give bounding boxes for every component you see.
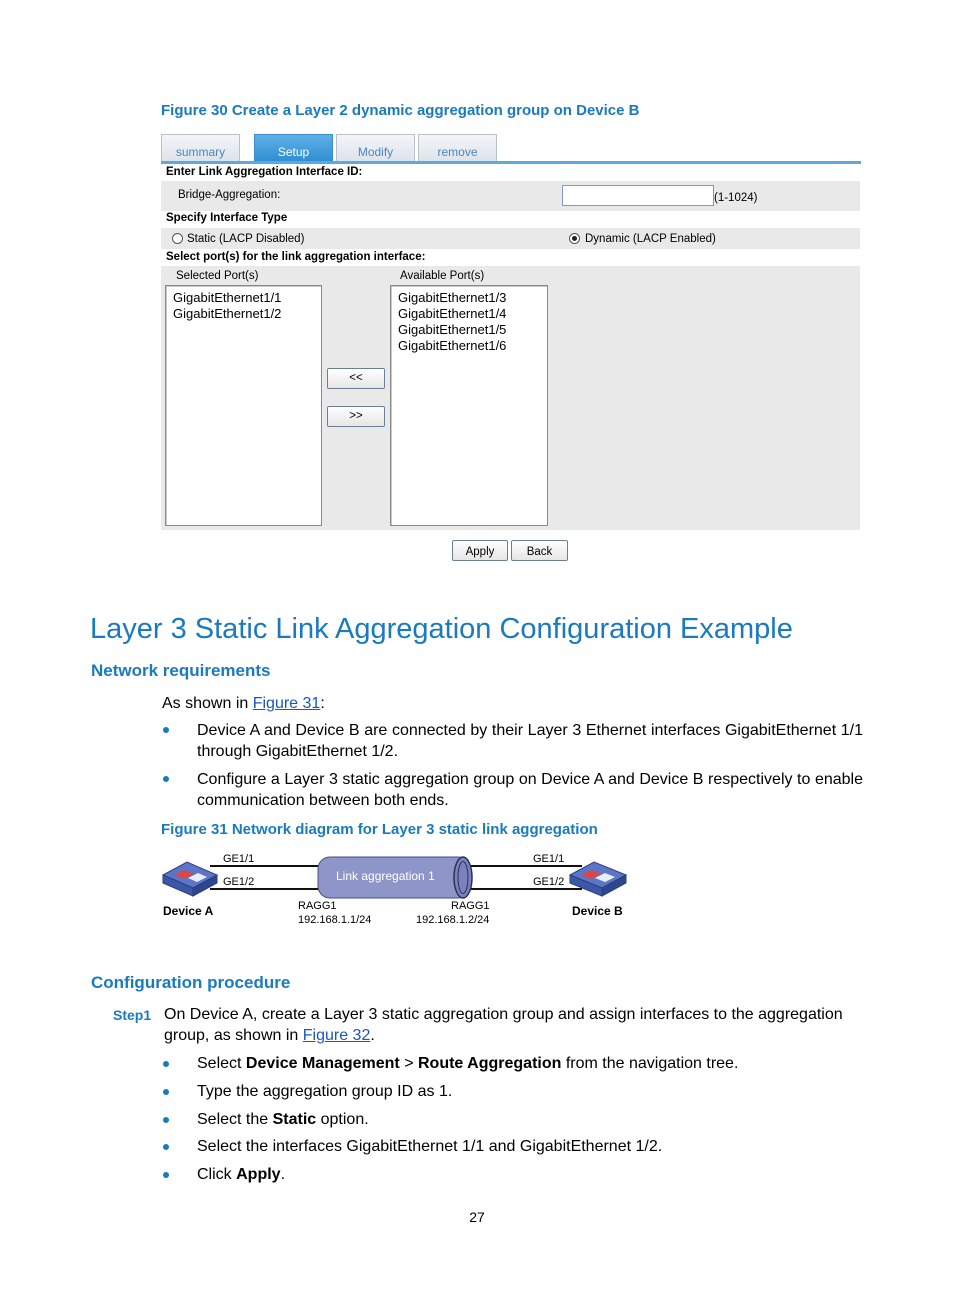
menu-device-management: Device Management (245, 1055, 400, 1072)
figure-31-caption: Figure 31 Network diagram for Layer 3 static link aggregation (161, 821, 598, 838)
intro-prefix: As shown in (162, 695, 253, 712)
requirement-bullet-1: Device A and Device B are connected by their Layer 3 Ethernet interfaces GigabitEthernet 1/1 through GigabitEthernet 1/2. (197, 722, 863, 760)
button-apply-ref: Apply (236, 1166, 281, 1183)
dynamic-radio[interactable] (569, 233, 580, 244)
text: . (280, 1166, 286, 1183)
intro-paragraph (162, 693, 325, 714)
list-item[interactable]: GigabitEthernet1/2 (173, 306, 282, 321)
text: option. (316, 1111, 369, 1128)
figure-30-caption: Figure 30 Create a Layer 2 dynamic aggregation group on Device B (161, 102, 640, 119)
move-left-button[interactable]: << (327, 368, 385, 389)
procedure-bullet-3 (197, 1109, 369, 1130)
intro-suffix: : (320, 695, 325, 712)
requirement-bullet-2: Configure a Layer 3 static aggregation group on Device A and Device B respectively to enable communication between both ends. (197, 771, 863, 809)
procedure-bullet-1 (197, 1053, 738, 1074)
bridge-range-hint: (1-1024) (714, 192, 758, 204)
bullet-icon (163, 1172, 169, 1178)
bridge-aggregation-input[interactable] (562, 185, 714, 206)
device-b-label: Device B (572, 904, 623, 918)
bullet-icon (163, 1061, 169, 1067)
figure-32-link[interactable]: Figure 32 (302, 1027, 371, 1044)
tab-remove[interactable]: remove (418, 134, 497, 161)
menu-route-aggregation: Route Aggregation (418, 1055, 562, 1072)
step-text (164, 1004, 864, 1046)
static-radio[interactable] (172, 233, 183, 244)
section-title: Layer 3 Static Link Aggregation Configuration Example (90, 613, 793, 645)
available-ports-label: Available Port(s) (400, 270, 485, 282)
device-a-label: Device A (163, 904, 214, 918)
dynamic-option-label: Dynamic (LACP Enabled) (585, 233, 716, 245)
text: Select the (197, 1111, 273, 1128)
list-item[interactable]: GigabitEthernet1/5 (398, 322, 507, 337)
device-b-ge11: GE1/1 (533, 853, 565, 865)
configuration-procedure-heading: Configuration procedure (91, 973, 291, 992)
tab-bar (161, 133, 861, 164)
link-aggregation-label: Link aggregation 1 (336, 869, 435, 883)
switch-icon-device-a (163, 862, 217, 896)
list-item[interactable]: GigabitEthernet1/3 (398, 290, 507, 305)
list-item[interactable]: GigabitEthernet1/1 (173, 290, 282, 305)
tab-setup[interactable]: Setup (254, 134, 333, 161)
figure-31-link[interactable]: Figure 31 (252, 695, 321, 712)
device-a-ge11: GE1/1 (223, 853, 255, 865)
step-text-suffix: . (370, 1027, 375, 1044)
interface-type-label: Specify Interface Type (166, 212, 288, 224)
text: from the navigation tree. (561, 1055, 739, 1072)
option-static: Static (272, 1111, 317, 1128)
tube-end (454, 857, 472, 898)
select-ports-label: Select port(s) for the link aggregation interface: (166, 251, 426, 263)
step-label: Step1 (113, 1007, 152, 1023)
text: Click (197, 1166, 237, 1183)
device-b-ge12: GE1/2 (533, 876, 565, 888)
procedure-bullet-2: Type the aggregation group ID as 1. (197, 1083, 453, 1100)
bullet-icon (163, 776, 169, 782)
list-item[interactable]: GigabitEthernet1/6 (398, 338, 507, 353)
device-b-ragg: RAGG1 (451, 900, 490, 912)
bullet-icon (163, 727, 169, 733)
back-button[interactable]: Back (511, 540, 568, 561)
step-text-prefix: On Device A, create a Layer 3 static aggregation group and assign interfaces to the aggregation group, as shown in (164, 1006, 843, 1044)
available-ports-list[interactable] (390, 285, 548, 526)
text: > (399, 1055, 418, 1072)
network-requirements-heading: Network requirements (91, 661, 271, 680)
tab-modify[interactable]: Modify (336, 134, 415, 161)
bullet-icon (163, 1089, 169, 1095)
apply-button[interactable]: Apply (452, 540, 508, 561)
device-a-ip: 192.168.1.1/24 (298, 914, 372, 926)
list-item[interactable]: GigabitEthernet1/4 (398, 306, 507, 321)
tab-summary[interactable]: summary (161, 134, 240, 161)
static-option-label: Static (LACP Disabled) (187, 233, 305, 245)
move-right-button[interactable]: >> (327, 406, 385, 427)
text: Select (197, 1055, 246, 1072)
enter-id-label: Enter Link Aggregation Interface ID: (166, 166, 363, 178)
selected-ports-list[interactable] (165, 285, 322, 526)
page-number: 27 (469, 1209, 485, 1225)
device-b-ip: 192.168.1.2/24 (416, 914, 490, 926)
switch-icon-device-b (570, 862, 626, 896)
device-a-ragg: RAGG1 (298, 900, 337, 912)
bridge-aggregation-label: Bridge-Aggregation: (178, 189, 281, 201)
bullet-icon (163, 1144, 169, 1150)
selected-ports-label: Selected Port(s) (176, 270, 259, 282)
bullet-icon (163, 1117, 169, 1123)
procedure-bullet-5 (197, 1164, 285, 1185)
procedure-bullet-4: Select the interfaces GigabitEthernet 1/1 and GigabitEthernet 1/2. (197, 1138, 663, 1155)
device-a-ge12: GE1/2 (223, 876, 255, 888)
